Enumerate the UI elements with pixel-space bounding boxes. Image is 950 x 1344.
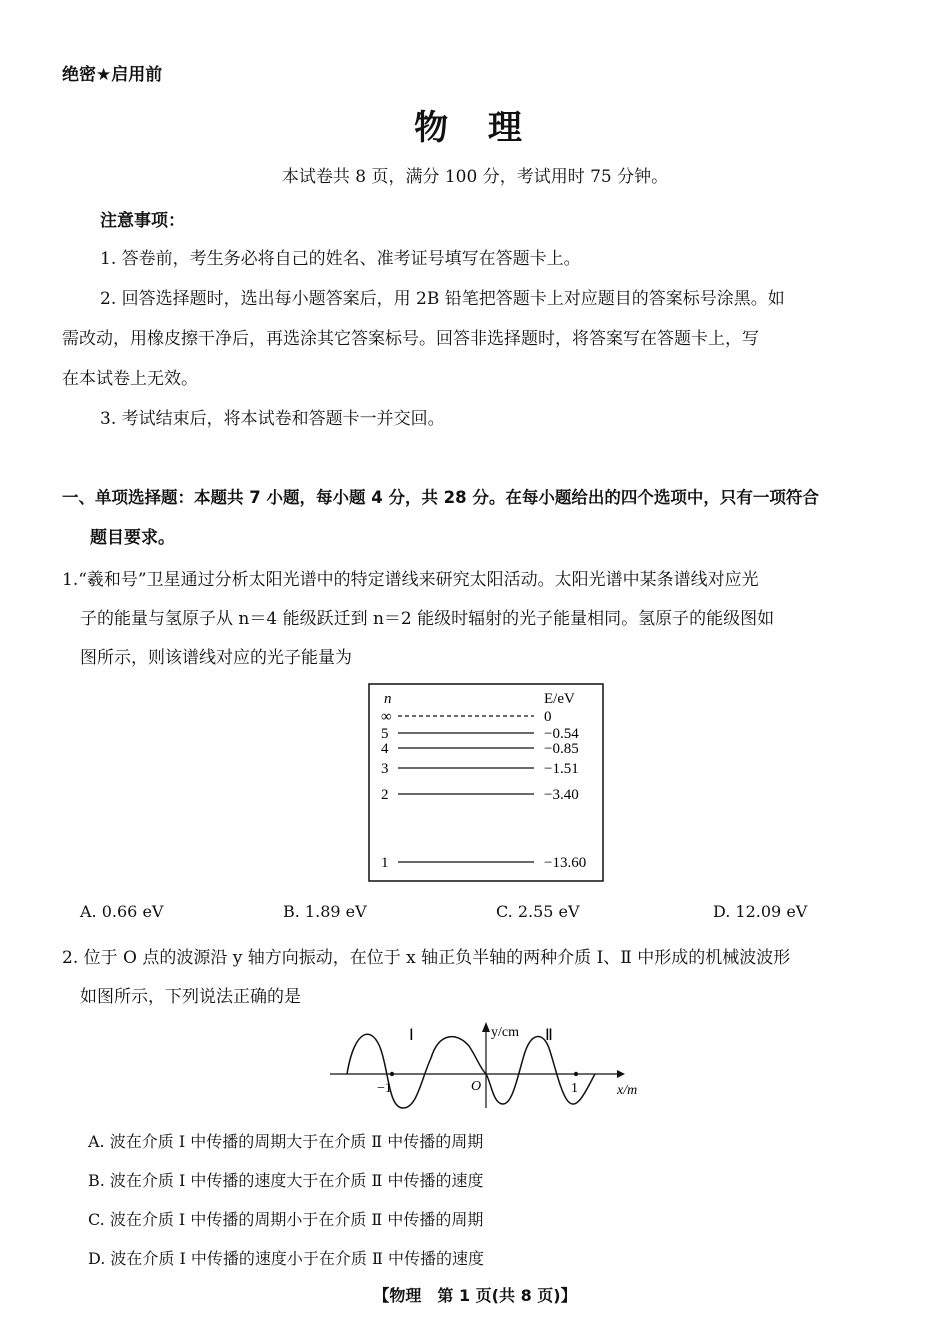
waveform-line <box>347 1034 595 1108</box>
q2-option-b: B. 波在介质 Ⅰ 中传播的速度大于在介质 Ⅱ 中传播的速度 <box>88 1171 484 1190</box>
level-n-label: 5 <box>381 726 389 742</box>
question-1-line-3: 图所示，则该谱线对应的光子能量为 <box>80 648 352 668</box>
question-2-line-2: 如图所示，下列说法正确的是 <box>80 987 301 1007</box>
n-axis-header: n <box>384 691 392 707</box>
level-n-label: 4 <box>381 741 389 757</box>
origin-label: O <box>471 1079 482 1094</box>
note-item-2-line-1: 2. 回答选择题时，选出每小题答案后，用 2B 铅笔把答题卡上对应题目的答案标号涂黑。如 <box>100 289 785 309</box>
note-item-1: 1. 答卷前，考生务必将自己的姓名、准考证号填写在答题卡上。 <box>100 249 581 269</box>
q1-option-b: B. 1.89 eV <box>283 902 367 921</box>
wave-diagram <box>325 1018 655 1114</box>
question-2-line-1: 2. 位于 O 点的波源沿 y 轴方向振动，在位于 x 轴正负半轴的两种介质 Ⅰ、Ⅱ 中形成的机械波波形 <box>62 948 791 968</box>
level-n-label: ∞ <box>381 709 392 725</box>
tick-label-pos-1: 1 <box>571 1081 578 1096</box>
y-axis-arrow <box>482 1022 490 1032</box>
page-title: 物 理 <box>414 108 536 148</box>
x-axis-arrow <box>617 1070 625 1078</box>
q1-option-c: C. 2.55 eV <box>496 902 580 921</box>
x-axis-label: x/m <box>617 1083 638 1098</box>
energy-level-row <box>381 709 552 725</box>
energy-levels <box>381 709 586 871</box>
level-energy-label: −0.54 <box>544 726 579 742</box>
section-1-heading-line-1: 一、单项选择题：本题共 7 小题，每小题 4 分，共 28 分。在每小题给出的四个选项中，只有一项符合 <box>62 488 819 507</box>
point-pos-1 <box>574 1072 578 1076</box>
q2-option-d: D. 波在介质 Ⅰ 中传播的速度小于在介质 Ⅱ 中传播的速度 <box>88 1249 484 1268</box>
energy-level-row <box>381 726 579 742</box>
note-item-2-line-3: 在本试卷上无效。 <box>62 369 198 389</box>
energy-axis-header: E/eV <box>544 691 575 707</box>
q1-option-d: D. 12.09 eV <box>713 902 808 921</box>
page-footer: 【物理 第 1 页(共 8 页)】 <box>373 1286 577 1305</box>
level-n-label: 2 <box>381 787 389 803</box>
note-item-2-line-2: 需改动，用橡皮擦干净后，再选涂其它答案标号。回答非选择题时，将答案写在答题卡上，写 <box>62 329 759 349</box>
note-item-3: 3. 考试结束后，将本试卷和答题卡一并交回。 <box>100 409 445 429</box>
energy-level-row <box>381 741 579 757</box>
level-energy-label: −3.40 <box>544 787 579 803</box>
question-1-line-1: 1.“羲和号”卫星通过分析太阳光谱中的特定谱线来研究太阳活动。太阳光谱中某条谱线对应光 <box>62 570 759 590</box>
q1-option-a: A. 0.66 eV <box>80 902 164 921</box>
exam-info: 本试卷共 8 页，满分 100 分，考试用时 75 分钟。 <box>281 167 669 187</box>
energy-level-row <box>381 787 579 803</box>
level-energy-label: 0 <box>544 709 552 725</box>
notes-heading: 注意事项： <box>100 211 185 231</box>
diagram-frame <box>369 684 603 881</box>
level-energy-label: −0.85 <box>544 741 579 757</box>
section-1-heading-line-2: 题目要求。 <box>90 528 175 548</box>
y-axis-label: y/cm <box>491 1025 519 1040</box>
medium-1-label: Ⅰ <box>409 1027 414 1044</box>
q2-option-a: A. 波在介质 Ⅰ 中传播的周期大于在介质 Ⅱ 中传播的周期 <box>88 1132 484 1151</box>
point-neg-1 <box>390 1072 394 1076</box>
level-energy-label: −1.51 <box>544 761 579 777</box>
medium-2-label: Ⅱ <box>545 1027 553 1044</box>
level-energy-label: −13.60 <box>544 855 587 871</box>
energy-level-row <box>381 855 586 871</box>
secret-label: 绝密★启用前 <box>62 65 163 85</box>
energy-level-diagram <box>368 683 604 883</box>
level-n-label: 3 <box>381 761 389 777</box>
tick-label-neg-1: −1 <box>377 1081 392 1096</box>
energy-level-row <box>381 761 579 777</box>
level-n-label: 1 <box>381 855 389 871</box>
question-1-line-2: 子的能量与氢原子从 n＝4 能级跃迁到 n＝2 能级时辐射的光子能量相同。氢原子的能级图如 <box>80 609 775 629</box>
q2-option-c: C. 波在介质 Ⅰ 中传播的周期小于在介质 Ⅱ 中传播的周期 <box>88 1210 484 1229</box>
